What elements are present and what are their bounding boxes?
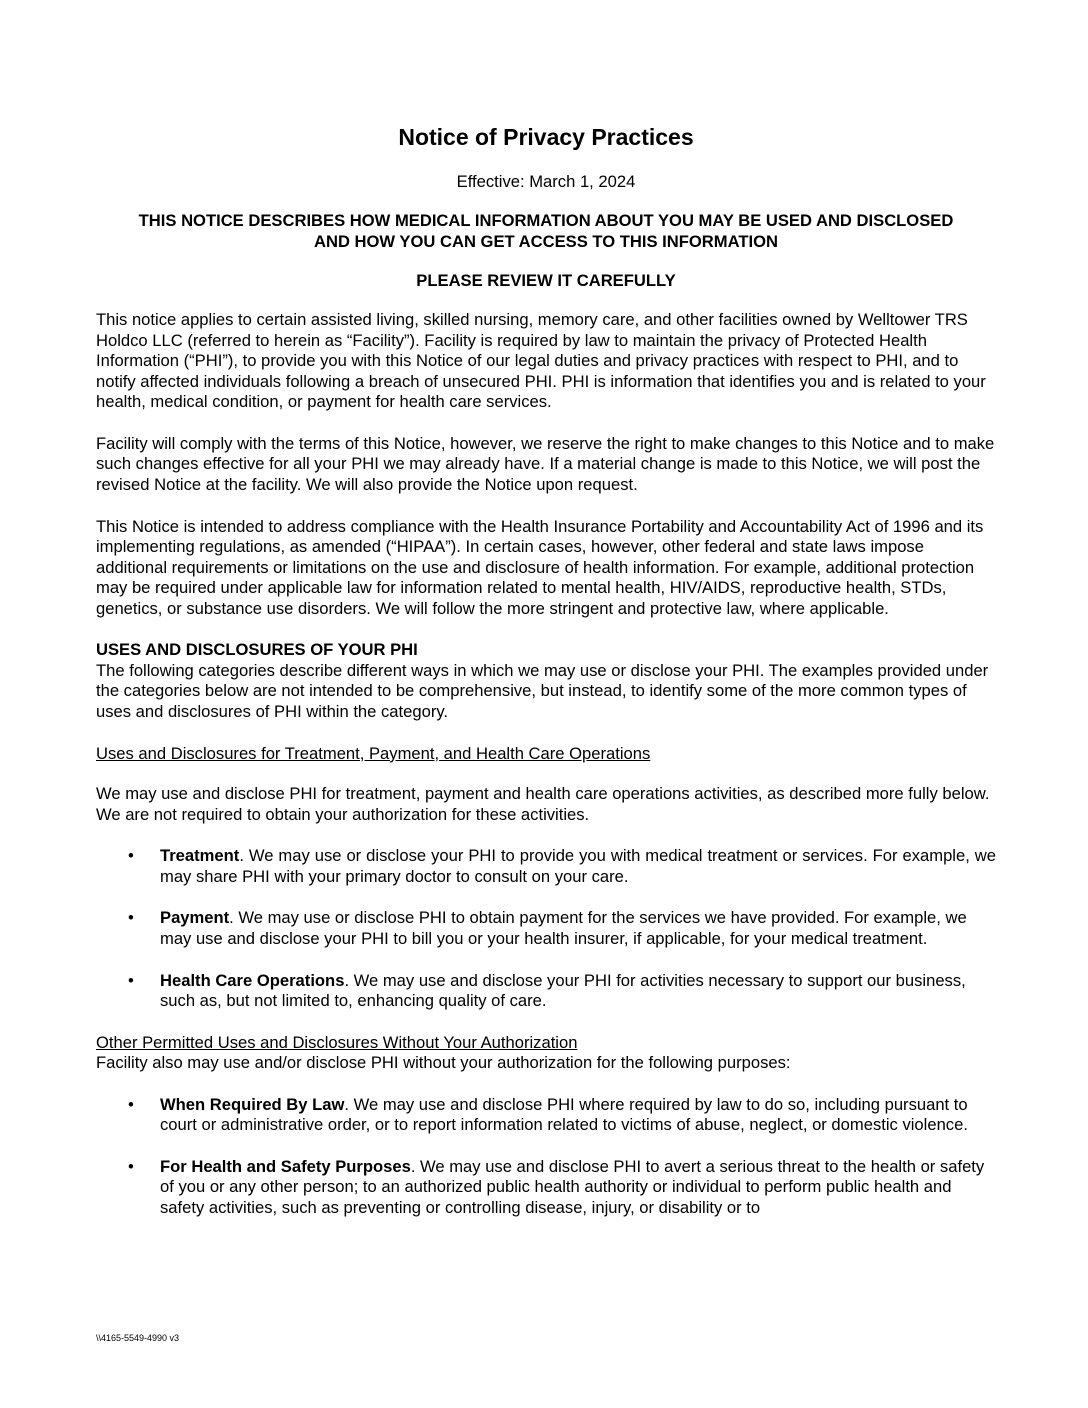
notice-heading-line1: THIS NOTICE DESCRIBES HOW MEDICAL INFORMATION ABOUT YOU MAY BE USED AND DISCLOSED	[138, 211, 954, 231]
effective-date: Effective: March 1, 2024	[456, 171, 636, 191]
bullet-text: . We may use and disclose PHI where required by law to do so, including pursuant to court or administrative order, or to report information related to victims of abuse, neglect, or domestic violence.	[160, 1094, 968, 1135]
list-item-health-and-safety	[96, 1157, 996, 1219]
bullet-term: When Required By Law	[160, 1094, 345, 1114]
other-section-intro: Facility also may use and/or disclose PHI without your authorization for the following purposes:	[96, 1053, 791, 1073]
list-item-required-by-law	[96, 1095, 996, 1136]
other-section-heading: Other Permitted Uses and Disclosures Without Your Authorization	[96, 1032, 578, 1052]
list-item-health-care-operations	[96, 971, 996, 1012]
notice-heading-line2: AND HOW YOU CAN GET ACCESS TO THIS INFORMATION	[313, 231, 779, 251]
bullet-text: . We may use or disclose PHI to obtain payment for the services we have provided. For example, we may use and disclose your PHI to bill you or your health insurer, if applicable, for your medical treatment.	[160, 908, 967, 948]
tpo-bullet-list	[96, 846, 996, 1011]
tpo-section-heading: Uses and Disclosures for Treatment, Payment, and Health Care Operations	[96, 743, 651, 763]
bullet-term: Treatment	[160, 846, 240, 866]
bullet-term: Payment	[160, 908, 230, 928]
review-heading: PLEASE REVIEW IT CAREFULLY	[416, 270, 676, 290]
document-page	[96, 124, 996, 1240]
bullet-text: . We may use and disclose your PHI for activities necessary to support our business, such as, but not limited to, enhancing quality of care.	[160, 970, 966, 1011]
list-item-treatment	[96, 846, 996, 887]
hipaa-paragraph: This Notice is intended to address compliance with the Health Insurance Portability and Accountability Act of 1996 and its implementing regulations, as amended (“HIPAA”). In certain cases, however, other federal and state laws impose additional requirements or limitations on the use and disclosure of health information. For example, additional protection may be required under applicable law for information related to mental health, HIV/AIDS, reproductive health, STDs, genetics, or substance use disorders. We will follow the more stringent and protective law, where applicable.	[96, 516, 984, 618]
bullet-text: . We may use or disclose your PHI to provide you with medical treatment or services. For example, we may share PHI with your primary doctor to consult on your care.	[160, 846, 996, 886]
bullet-icon: •	[128, 846, 134, 866]
intro-paragraph: This notice applies to certain assisted living, skilled nursing, memory care, and other facilities owned by Welltower TRS Holdco LLC (referred to herein as “Facility”). Facility is required by law to maintain the privacy of Protected Health Information (“PHI”), to provide you with this Notice of our legal duties and privacy practices with respect to PHI, and to notify affected individuals following a breach of unsecured PHI. PHI is information that identifies you and is related to your health, medical condition, or payment for health care services.	[96, 310, 986, 412]
uses-section-title: USES AND DISCLOSURES OF YOUR PHI	[96, 640, 418, 660]
tpo-section-intro: We may use and disclose PHI for treatment, payment and health care operations activities, as described more fully below. We are not required to obtain your authorization for these activities.	[96, 784, 990, 824]
compliance-paragraph: Facility will comply with the terms of this Notice, however, we reserve the right to make changes to this Notice and to make such changes effective for all your PHI we may already have. If a material change is made to this Notice, we will post the revised Notice at the facility. We will also provide the Notice upon request.	[96, 433, 995, 494]
page-title: Notice of Privacy Practices	[398, 124, 694, 150]
other-bullet-list	[96, 1095, 996, 1219]
bullet-term: Health Care Operations	[160, 970, 345, 990]
notice-heading	[96, 211, 996, 251]
list-item-payment	[96, 908, 996, 949]
document-footer-id: \\4165-5549-4990 v3	[96, 1333, 180, 1343]
bullet-icon: •	[128, 908, 134, 928]
bullet-text: . We may use and disclose PHI to avert a serious threat to the health or safety of you or any other person; to an authorized public health authority or individual to perform public health and safety activities, such as preventing or controlling disease, injury, or disability or to	[160, 1156, 985, 1218]
uses-section-intro: The following categories describe different ways in which we may use or disclose your PHI. The examples provided under the categories below are not intended to be comprehensive, but instead, to identify some of the more common types of uses and disclosures of PHI within the category.	[96, 660, 989, 722]
bullet-icon: •	[128, 1094, 134, 1114]
bullet-icon: •	[128, 1156, 134, 1176]
bullet-icon: •	[128, 970, 134, 990]
bullet-term: For Health and Safety Purposes	[160, 1156, 411, 1176]
